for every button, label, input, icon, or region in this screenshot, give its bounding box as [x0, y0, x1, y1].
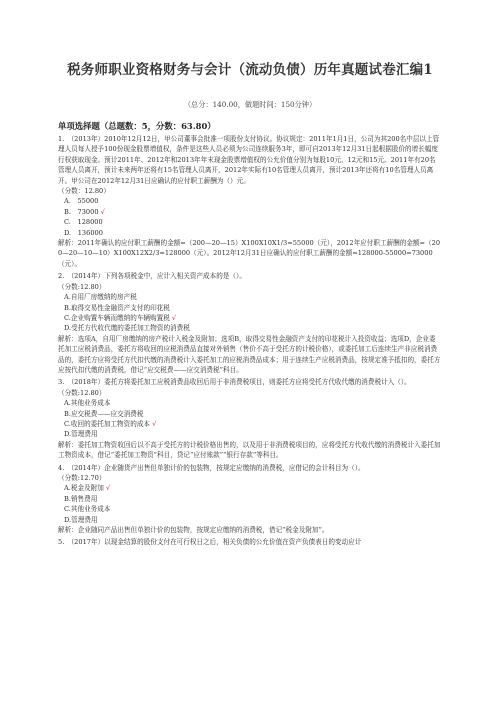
answer-option	[58, 303, 442, 313]
analysis-text: 解析：选项A，自用厂房缴纳的房产税计入税金及附加；选项B，取得交易性金融资产支付的印花税计入投资收益；选项D，企业委托加工应税消费品，委托方将收回的应税消费品直接对外销售（售价不高于受托方的计税价格），或委托加工后连续生产非应税消费品的，委托方应将受托方代扣代缴的消费税计入委托加工的应税消费品成本；用于连续生产应税消费品，按规定准予抵扣的，委托方应按代扣代缴的消费税，借记“应交税费——应交消费税”科目。	[58, 334, 441, 374]
option-text: A.自用厂房缴纳的房产税	[64, 293, 137, 302]
answer-option	[58, 313, 442, 323]
answer-option	[58, 419, 442, 429]
answer-option	[58, 409, 442, 419]
question-stem: 4. （2014年）企业随货产出售但单独计价的包装物，按规定应缴纳的消费税，应借记的会计科目为（）。	[58, 463, 365, 472]
exam-meta: （总分：140.00，做题时间：150分钟）	[183, 100, 317, 109]
correct-check-icon: √	[169, 313, 177, 322]
option-text: B.应交税费——应交消费税	[64, 409, 144, 418]
option-text: C. 128000	[64, 218, 103, 227]
question-block	[58, 271, 442, 375]
answer-option	[58, 515, 442, 525]
question-stem: 3. （2018年）委托方将委托加工应税消费品收回后用于非消费税项目，则委托方应将受托方代收代缴的消费税计入（）。	[58, 378, 411, 387]
correct-check-icon: √	[98, 207, 105, 216]
question-block	[58, 134, 442, 269]
option-text: A. 55000	[64, 197, 99, 206]
analysis-text: 解析：企业随同产品出售但单独计价的包装物，按规定应缴纳的消费税，借记“税金及附加”。	[58, 526, 329, 535]
answer-option	[58, 494, 442, 504]
question-score: （分数:12.80）	[58, 388, 106, 397]
answer-option	[58, 504, 442, 514]
question-score: （分数:12.70）	[58, 474, 106, 482]
option-text: B.销售费用	[64, 494, 98, 503]
option-text: C.收回的委托加工物资的成本	[64, 419, 151, 428]
option-text: A.其他业务成本	[64, 399, 111, 408]
option-text: D.受托方代收代缴的委托加工物资的消费税	[64, 324, 190, 333]
question-stem: 5. （2017年）以现金结算的股份支付在可行权日之后，相关负债的公允价值在资产负债表日的变动应计	[58, 538, 362, 547]
correct-check-icon: √	[103, 484, 111, 493]
answer-option	[58, 228, 442, 238]
question-block	[58, 537, 442, 547]
option-text: B.取得交易性金融资产支付的印花税	[64, 303, 170, 312]
question-stem: 2. （2014年）下列各项税金中，应计入相关资产成本的是（）。	[58, 272, 246, 281]
option-text: D.管理费用	[64, 515, 98, 524]
analysis-text: 解析：委托加工物资收回后以不高于受托方的计税价格出售的，以及用于非消费税项目的，应将受托方代收代缴的消费税计入委托加工物资成本，借记“委托加工物资”科目，贷记“应付账款”“银行存款”等科目。	[58, 440, 441, 460]
question-score: （分数：12.80）	[58, 187, 110, 196]
option-text: B. 73000	[64, 207, 99, 216]
answer-option	[58, 483, 442, 493]
answer-option	[58, 207, 442, 217]
option-text: C.其他业务成本	[64, 505, 111, 514]
answer-option	[58, 196, 442, 206]
question-score: （分数:12.80）	[58, 282, 106, 291]
answer-option	[58, 323, 442, 333]
option-text: D.管理费用	[64, 430, 98, 439]
option-text: C.企业购置车辆而缴纳的车辆购置税	[64, 313, 170, 322]
question-block	[58, 377, 442, 460]
option-text: D. 136000	[64, 228, 103, 237]
question-list	[58, 134, 442, 548]
answer-option	[58, 398, 442, 408]
question-block	[58, 463, 442, 536]
answer-option	[58, 429, 442, 439]
option-text: A.税金及附加	[64, 484, 104, 493]
answer-option	[58, 217, 442, 227]
document-title: 税务师职业资格财务与会计（流动负债）历年真题试卷汇编1	[67, 62, 433, 78]
correct-check-icon: √	[150, 419, 157, 428]
answer-option	[58, 292, 442, 302]
analysis-text: 解析：2011年确认的应付职工薪酬的金额=（200—20—15）X100X10X1/3=55000（元），2012年应付职工薪酬的金额=（200—20—10—10）X100X12X2/3=128000（元）。2012年12月31日应确认的应付职工薪酬的金额=128000-55000=73000（元）。	[58, 239, 441, 268]
section-heading: 单项选择题（总题数：5，分数：63.80）	[58, 121, 216, 131]
question-stem: 1. （2013年）2010年12月12日，甲公司董事会批准一项股份支付协议。协议规定：2011年1月1日，公司为其200名中层以上管理人员每人授予100份现金股票增值权，条件是这些人员必须为公司连续服务3年，即可自2013年12月31日起根据股价的增长幅度行权获取现金。预计2011年、2012年和2013年年末现金股票增值权的公允价值分别为每股10元、12元和15元。2011年有20名管理人员离开，预计未来两年还将有15名管理人员离开，2012年实际有10名管理人员离开，预计2013年还将有10名管理人员离开。甲公司在2012年12月31日应确认的应付职工薪酬为（）元。	[58, 135, 440, 185]
